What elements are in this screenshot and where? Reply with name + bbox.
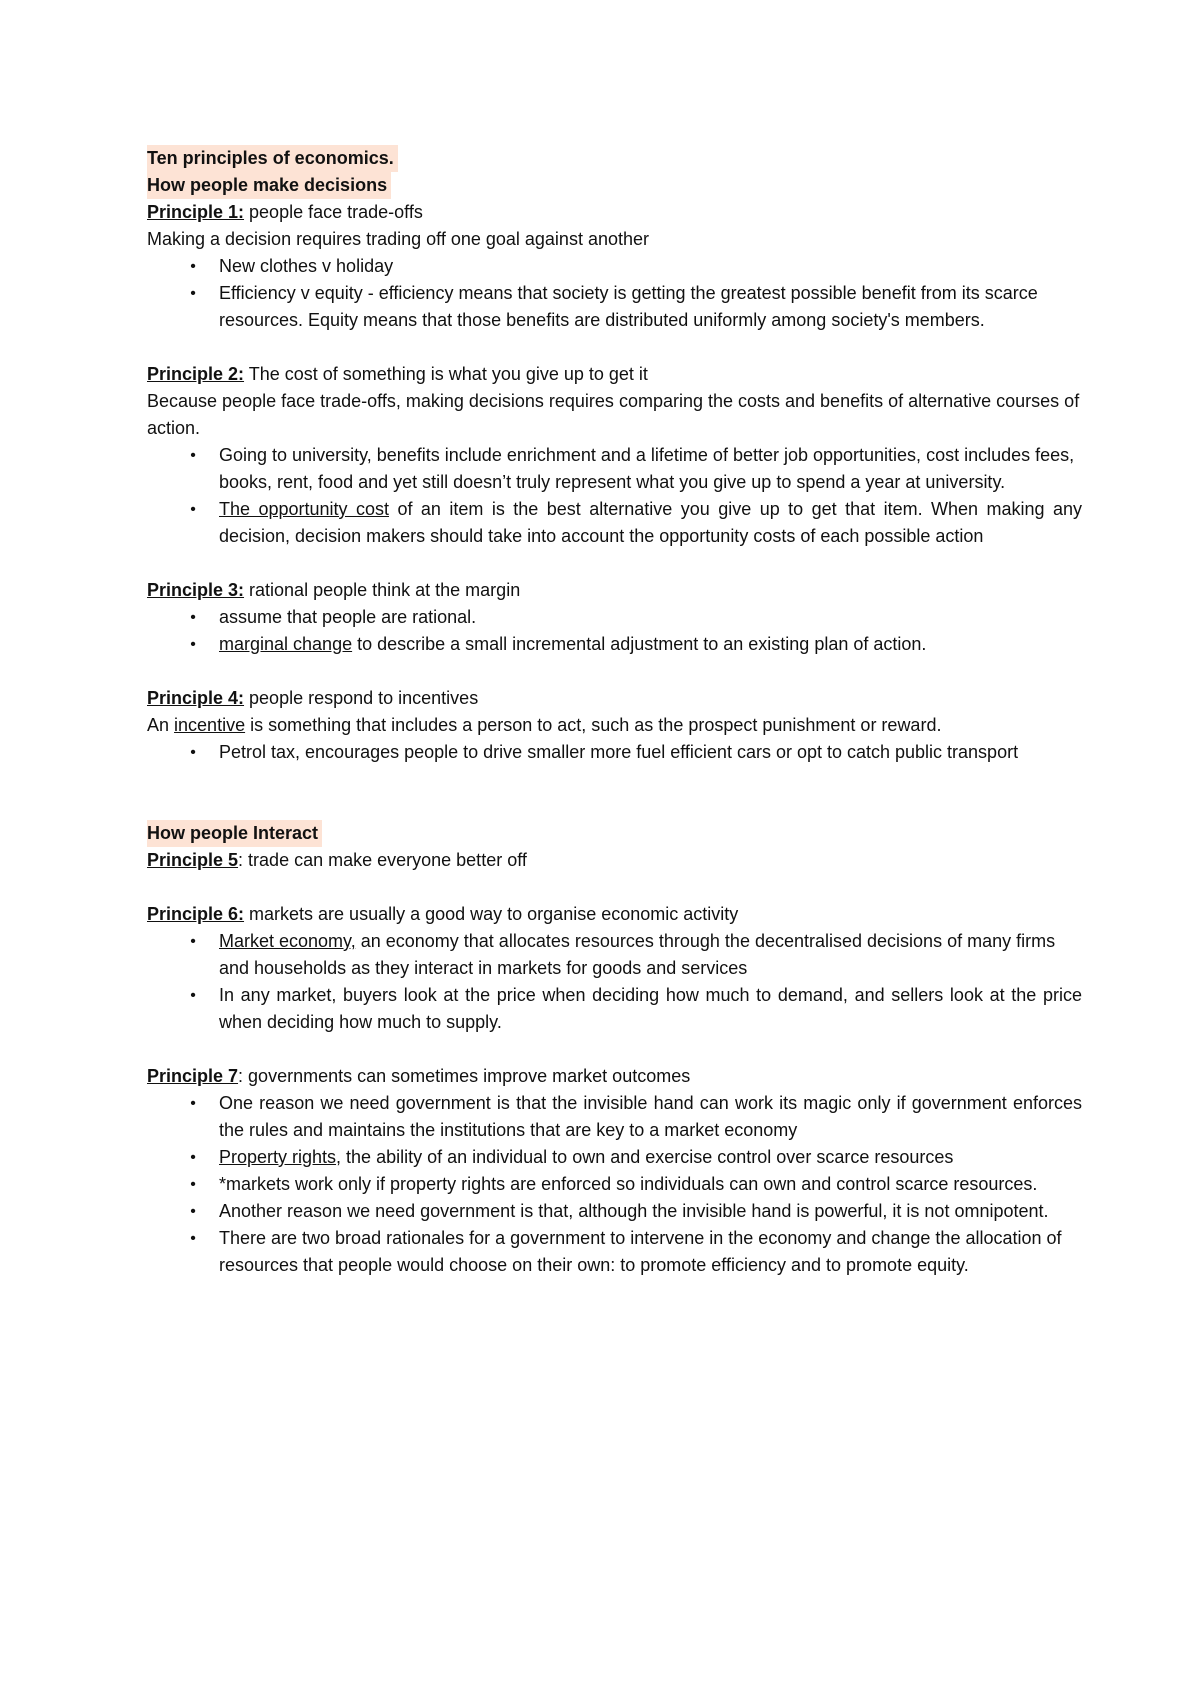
bullet-icon: • [190, 447, 196, 464]
principle-4-body: An incentive is something that includes a person to act, such as the prospect punishment or reward. [147, 715, 942, 735]
bullet-icon: • [190, 501, 196, 518]
principle-3-heading [147, 577, 1082, 604]
document-title: Ten principles of economics. [147, 145, 398, 172]
principle-2-bullets [147, 442, 1082, 550]
principle-3-bullets [147, 604, 1082, 658]
list-item: • In any market, buyers look at the price when deciding how much to demand, and sellers look at the price when deciding how much to supply. [147, 982, 1082, 1036]
list-item: • Property rights, the ability of an individual to own and exercise control over scarce resources [147, 1144, 1082, 1171]
term-incentive: incentive [174, 715, 246, 735]
bullet-icon: • [190, 933, 196, 950]
list-item: • Another reason we need government is that, although the invisible hand is powerful, it is not omnipotent. [147, 1198, 1082, 1225]
list-item: • Going to university, benefits include enrichment and a lifetime of better job opportunities, cost includes fees, books, rent, food and yet still doesn’t truly represent what you give up to spend a year at university. [147, 442, 1082, 496]
list-item: • *markets work only if property rights are enforced so individuals can own and control scarce resources. [147, 1171, 1082, 1198]
bullet-icon: • [190, 1230, 196, 1247]
principle-7-label: Principle 7 [147, 1066, 239, 1086]
principle-7-bullets [147, 1090, 1082, 1279]
list-item: • Efficiency v equity - efficiency means that society is getting the greatest possible benefit from its scarce resources. Equity means that those benefits are distributed uniformly among society's members. [147, 280, 1082, 334]
principle-3-text: rational people think at the margin [244, 580, 521, 600]
principle-4-label: Principle 4: [147, 688, 245, 708]
principle-1-body: Making a decision requires trading off one goal against another [147, 229, 649, 249]
principle-4-heading [147, 685, 1082, 712]
bullet-icon: • [190, 609, 196, 626]
term-opportunity-cost: The opportunity cost [219, 499, 389, 519]
principle-3-label: Principle 3: [147, 580, 245, 600]
principle-6-text: markets are usually a good way to organise economic activity [244, 904, 739, 924]
section-heading-interact: How people Interact [147, 820, 322, 847]
bullet-icon: • [190, 1176, 196, 1193]
bullet-icon: • [190, 1149, 196, 1166]
principle-6-label: Principle 6: [147, 904, 245, 924]
principle-4-bullets [147, 739, 1082, 766]
list-item: • assume that people are rational. [147, 604, 1082, 631]
section-heading-decisions: How people make decisions [147, 172, 391, 199]
principle-1-bullets [147, 253, 1082, 334]
bullet-icon: • [190, 636, 196, 653]
list-item: • The opportunity cost of an item is the best alternative you give up to get that item. When making any decision, decision makers should take into account the opportunity costs of each possible action [147, 496, 1082, 550]
principle-6-bullets [147, 928, 1082, 1036]
list-item: • New clothes v holiday [147, 253, 1082, 280]
list-item: • Petrol tax, encourages people to drive smaller more fuel efficient cars or opt to catch public transport [147, 739, 1082, 766]
principle-5-heading [147, 847, 1082, 874]
principle-2-heading [147, 361, 1082, 388]
document-body [147, 145, 1082, 1279]
principle-2-body: Because people face trade-offs, making decisions requires comparing the costs and benefits of alternative courses of action. [147, 391, 1080, 438]
principle-5-text: : trade can make everyone better off [238, 850, 527, 870]
bullet-icon: • [190, 987, 196, 1004]
term-market-economy: Market economy, [219, 931, 356, 951]
bullet-icon: • [190, 1203, 196, 1220]
list-item: • One reason we need government is that the invisible hand can work its magic only if government enforces the rules and maintains the institutions that are key to a market economy [147, 1090, 1082, 1144]
principle-1-heading [147, 199, 1082, 226]
bullet-icon: • [190, 1095, 196, 1112]
term-marginal-change: marginal change [219, 634, 353, 654]
principle-6-heading [147, 901, 1082, 928]
list-item: • There are two broad rationales for a government to intervene in the economy and change the allocation of resources that people would choose on their own: to promote efficiency and to promote equity. [147, 1225, 1082, 1279]
principle-5-label: Principle 5 [147, 850, 239, 870]
principle-1-text: people face trade-offs [244, 202, 423, 222]
bullet-icon: • [190, 285, 196, 302]
principle-7-heading [147, 1063, 1082, 1090]
principle-4-text: people respond to incentives [244, 688, 479, 708]
bullet-icon: • [190, 744, 196, 761]
term-property-rights: Property rights [219, 1147, 337, 1167]
principle-1-label: Principle 1: [147, 202, 245, 222]
list-item: • Market economy, an economy that allocates resources through the decentralised decisions of many firms and households as they interact in markets for goods and services [147, 928, 1082, 982]
principle-7-text: : governments can sometimes improve market outcomes [238, 1066, 691, 1086]
bullet-icon: • [190, 258, 196, 275]
list-item: • marginal change to describe a small incremental adjustment to an existing plan of action. [147, 631, 1082, 658]
principle-2-label: Principle 2: [147, 364, 245, 384]
principle-2-text: The cost of something is what you give up to get it [244, 364, 648, 384]
